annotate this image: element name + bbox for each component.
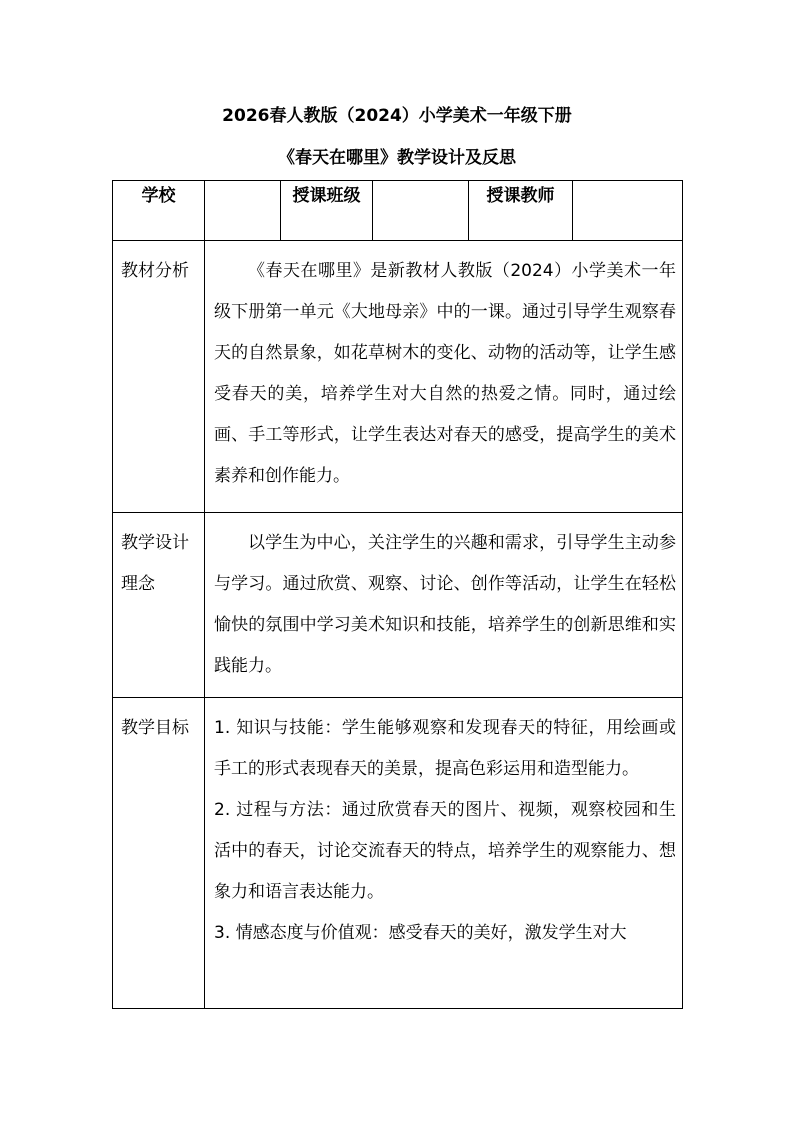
row-content-material-analysis <box>205 241 683 513</box>
goal-item: 3. 情感态度与价值观：感受春天的美好，激发学生对大 <box>214 923 627 943</box>
goal-item: 2. 过程与方法：通过欣赏春天的图片、视频，观察校园和生活中的春天，讨论交流春天的特点，培养学生的观察能力、想象力和语言表达能力。 <box>214 800 676 902</box>
row-label-design-concept: 教学设计理念 <box>113 513 205 698</box>
document-subtitle: 《春天在哪里》教学设计及反思 <box>278 148 516 168</box>
school-label: 学校 <box>113 181 205 241</box>
class-label: 授课班级 <box>281 181 373 241</box>
table-row-teaching-goals <box>113 698 683 1009</box>
row-content-teaching-goals <box>205 698 683 1009</box>
row-label-teaching-goals: 教学目标 <box>113 698 205 1009</box>
design-concept-text: 以学生为中心，关注学生的兴趣和需求，引导学生主动参与学习。通过欣赏、观察、讨论、创作等活动，让学生在轻松愉快的氛围中学习美术知识和技能，培养学生的创新思维和实践能力。 <box>214 533 676 676</box>
school-value <box>205 181 281 241</box>
header-row <box>113 181 683 241</box>
teacher-label: 授课教师 <box>469 181 573 241</box>
document-title: 2026春人教版（2024）小学美术一年级下册 <box>222 106 572 126</box>
table-row-design-concept <box>113 513 683 698</box>
material-analysis-text: 《春天在哪里》是新教材人教版（2024）小学美术一年级下册第一单元《大地母亲》中的一课。通过引导学生观察春天的自然景象，如花草树木的变化、动物的活动等，让学生感受春天的美，培养学生对大自然的热爱之情。同时，通过绘画、手工等形式，让学生表达对春天的感受，提高学生的美术素养和创作能力。 <box>214 261 676 486</box>
row-label-material-analysis: 教材分析 <box>113 241 205 513</box>
row-content-design-concept <box>205 513 683 698</box>
goal-item: 1. 知识与技能：学生能够观察和发现春天的特征，用绘画或手工的形式表现春天的美景，提高色彩运用和造型能力。 <box>214 718 676 779</box>
table-row-material-analysis <box>113 241 683 513</box>
teacher-value <box>573 181 683 241</box>
lesson-plan-table <box>112 180 683 1009</box>
class-value <box>373 181 469 241</box>
